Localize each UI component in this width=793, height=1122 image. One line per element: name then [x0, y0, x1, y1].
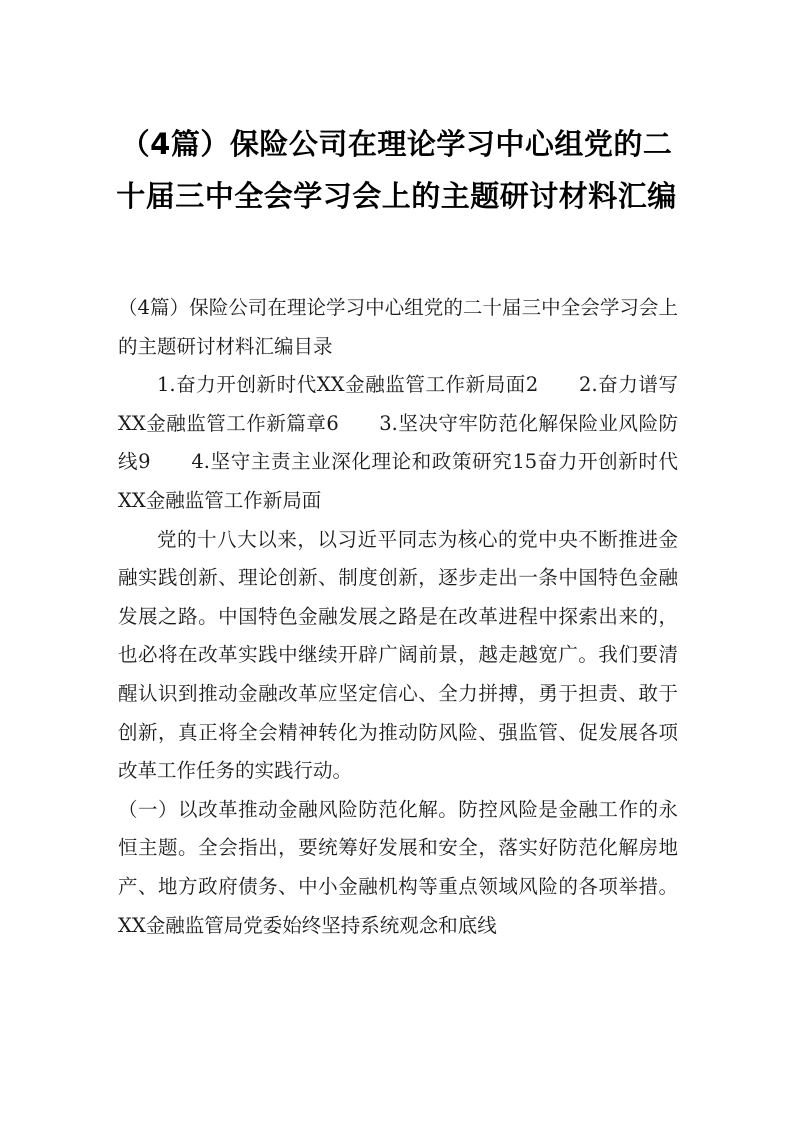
body-paragraph: 党的十八大以来，以习近平同志为核心的党中央不断推进金融实践创新、理论创新、制度创新，逐步走出一条中国特色金融发展之路。中国特色金融发展之路是在改革进程中探索出来的，也必将在改革实践中继续开辟广阔前景，越走越宽广。我们要清醒认识到推动金融改革应坚定信心、全力拼搏，勇于担责、敢于创新，真正将全会精神转化为推动防风险、强监管、促发展各项改革工作任务的实践行动。: [118, 527, 678, 783]
toc-heading-paragraph: （4篇）保险公司在理论学习中心组党的二十届三中全会学习会上的主题研讨材料汇编目录: [118, 296, 678, 358]
document-body: [118, 289, 678, 945]
document-title: （4篇）保险公司在理论学习中心组党的二十届三中全会学习会上的主题研讨材料汇编: [116, 127, 677, 213]
section-paragraph: （一）以改革推动金融风险防范化解。防控风险是金融工作的永恒主题。全会指出，要统筹好发展和安全，落实好防范化解房地产、地方政府债务、中小金融机构等重点领域风险的各项举措。XX金融监管局党委始终坚持系统观念和底线: [118, 797, 678, 937]
toc-items-paragraph: 1.奋力开创新时代XX金融监管工作新局面2 2.奋力谱写XX金融监管工作新篇章6 3.坚决守牢防范化解保险业风险防线9 4.坚守主责主业深化理论和政策研究15奋力开创新时代XX金融监管工作新局面: [118, 373, 678, 512]
